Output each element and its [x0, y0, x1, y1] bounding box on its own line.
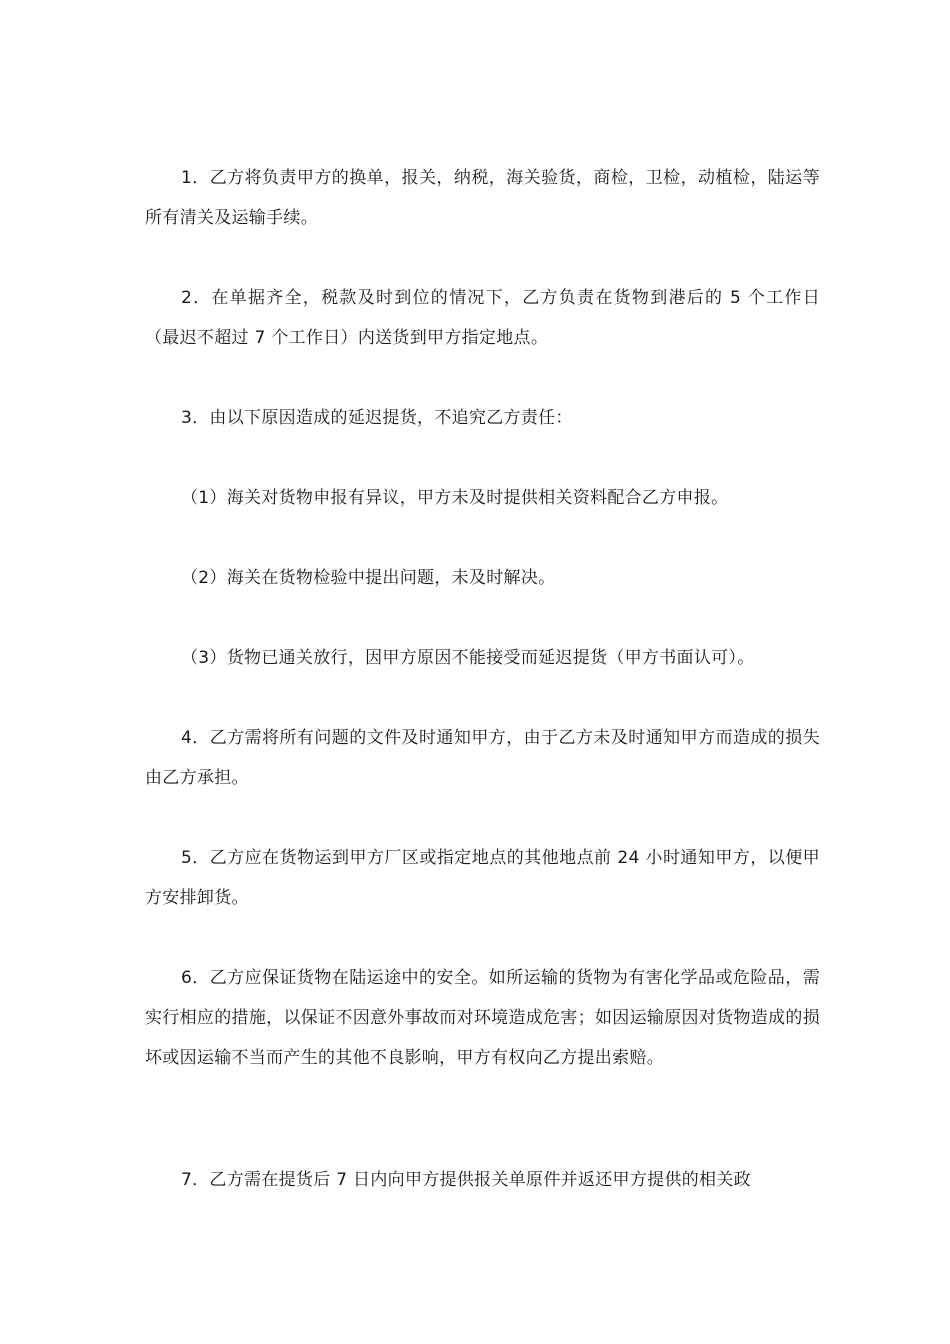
clause-4: 4．乙方需将所有问题的文件及时通知甲方，由于乙方未及时通知甲方而造成的损失由乙方承担。 — [145, 728, 820, 788]
clause-7: 7．乙方需在提货后 7 日内向甲方提供报关单原件并返还甲方提供的相关政 — [181, 1170, 751, 1190]
clause-6: 6．乙方应保证货物在陆运途中的安全。如所运输的货物为有害化学品或危险品，需实行相应的措施，以保证不因意外事故而对环境造成危害；如因运输原因对货物造成的损坏或因运输不当而产生的其他不良影响，甲方有权向乙方提出索赔。 — [145, 968, 820, 1068]
clause-2: 2．在单据齐全，税款及时到位的情况下，乙方负责在货物到港后的 5 个工作日（最迟不超过 7 个工作日）内送货到甲方指定地点。 — [145, 288, 820, 348]
clause-3: 3．由以下原因造成的延迟提货，不追究乙方责任： — [181, 408, 573, 428]
clause-5: 5．乙方应在货物运到甲方厂区或指定地点的其他地点前 24 小时通知甲方，以便甲方安排卸货。 — [145, 848, 820, 908]
clause-3-sub-3: （3）货物已通关放行，因甲方原因不能接受而延迟提货（甲方书面认可）。 — [181, 648, 755, 668]
clause-3-sub-1: （1）海关对货物申报有异议，甲方未及时提供相关资料配合乙方申报。 — [181, 488, 729, 508]
clause-1: 1．乙方将负责甲方的换单，报关，纳税，海关验货，商检，卫检，动植检，陆运等所有清关及运输手续。 — [145, 168, 820, 228]
clause-3-sub-2: （2）海关在货物检验中提出问题，未及时解决。 — [181, 568, 556, 588]
